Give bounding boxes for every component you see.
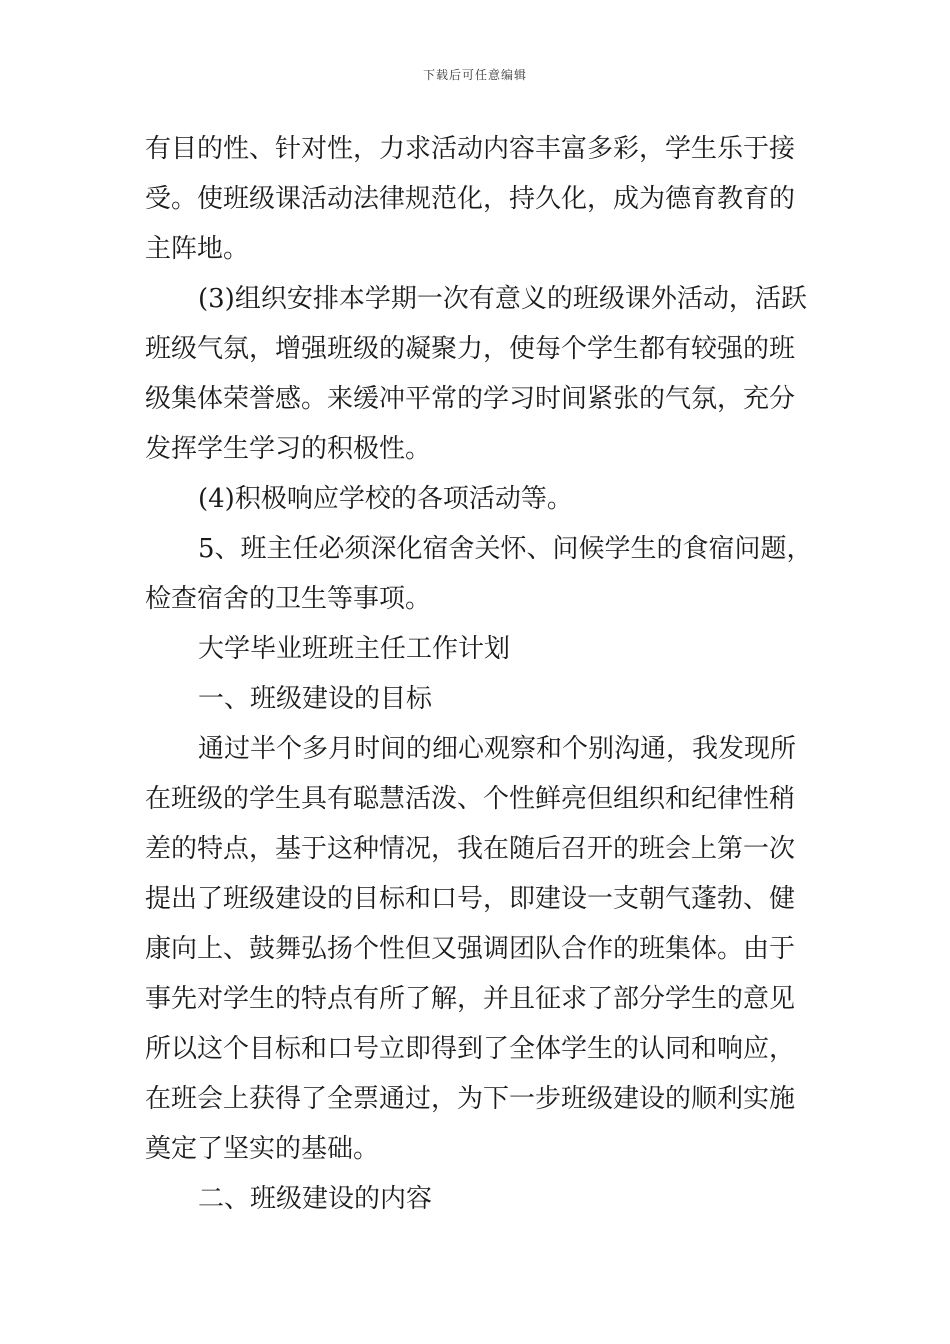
text-line: (4)积极响应学校的各项活动等。 [198, 484, 573, 514]
text-line: 受。使班级课活动法律规范化，持久化，成为德育教育的 [145, 184, 796, 214]
text-line: 班级气氛，增强班级的凝聚力，使每个学生都有较强的班 [145, 334, 796, 364]
text-line: 事先对学生的特点有所了解，并且征求了部分学生的意见 [145, 984, 796, 1014]
text-line: 提出了班级建设的目标和口号，即建设一支朝气蓬勃、健 [145, 884, 796, 914]
page-header-note: 下载后可任意编辑 [422, 68, 527, 82]
text-line: 发挥学生学习的积极性。 [145, 434, 432, 464]
text-line: 通过半个多月时间的细心观察和个别沟通，我发现所 [198, 734, 797, 764]
text-line: 所以这个目标和口号立即得到了全体学生的认同和响应， [145, 1034, 796, 1064]
text-line: 有目的性、针对性，力求活动内容丰富多彩，学生乐于接 [145, 134, 796, 164]
section-title: 大学毕业班班主任工作计划 [198, 634, 511, 664]
text-line: 检查宿舍的卫生等事项。 [145, 584, 432, 614]
text-line: 级集体荣誉感。来缓冲平常的学习时间紧张的气氛，充分 [145, 384, 796, 414]
text-line: 主阵地。 [145, 234, 250, 264]
text-line: 在班会上获得了全票通过，为下一步班级建设的顺利实施 [145, 1084, 796, 1114]
text-line: 在班级的学生具有聪慧活泼、个性鲜亮但组织和纪律性稍 [145, 784, 796, 814]
text-line: 康向上、鼓舞弘扬个性但又强调团队合作的班集体。由于 [145, 934, 796, 964]
text-line: 差的特点，基于这种情况，我在随后召开的班会上第一次 [145, 834, 796, 864]
text-line: 5、班主任必须深化宿舍关怀、问候学生的食宿问题， [198, 534, 813, 564]
text-line: (3)组织安排本学期一次有意义的班级课外活动，活跃 [198, 284, 807, 314]
text-line: 奠定了坚实的基础。 [145, 1134, 380, 1164]
section-heading: 一、班级建设的目标 [198, 684, 433, 714]
section-heading: 二、班级建设的内容 [198, 1184, 433, 1214]
